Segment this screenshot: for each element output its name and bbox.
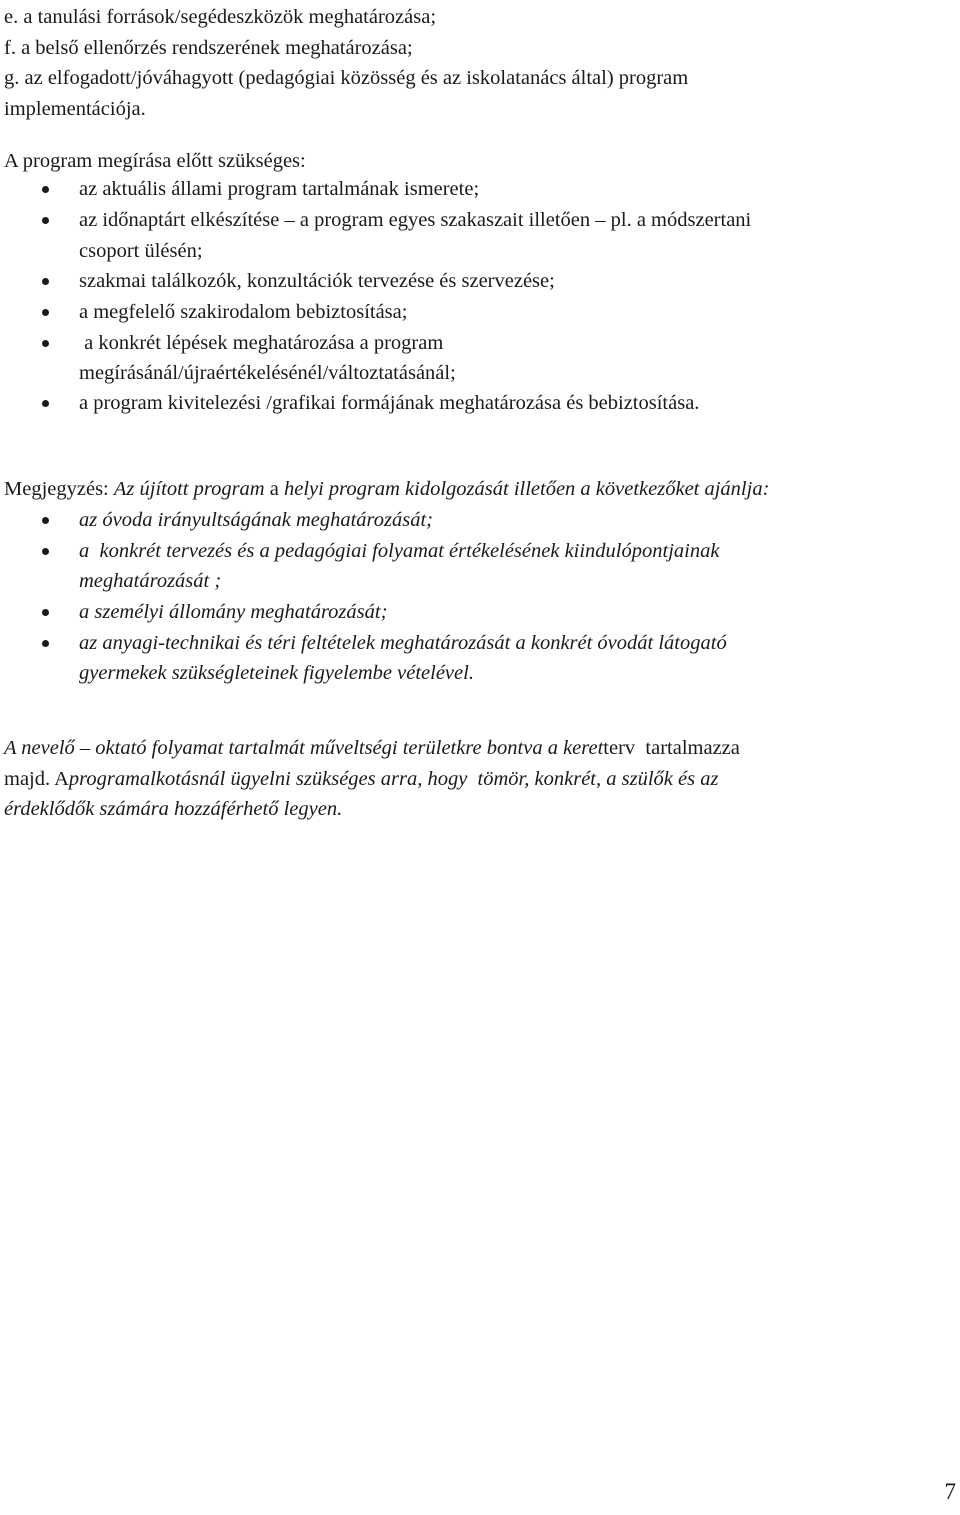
section1-item-1: az aktuális állami program tartalmának ismerete; [79,178,480,200]
section1-heading: A program megírása előtt szükséges: [4,150,306,172]
closing-line-2-italic: programalkotásnál ügyelni szükséges arra, hogy tömör, konkrét, a szülők és az [68,768,719,790]
bullet-icon [42,186,49,193]
section1-item-5-continuation: megírásánál/újraértékelésénél/változtatásánál; [79,362,456,384]
bullet-icon [42,609,49,616]
bullet-icon [42,309,49,316]
section1-item-2: az időnaptárt elkészítése – a program egyes szakaszait illetően – pl. a módszertani [79,209,752,231]
section2-heading-normal-2: a [269,478,284,500]
section1-item-3: szakmai találkozók, konzultációk tervezése és szervezése; [79,270,555,292]
bullet-icon [42,340,49,347]
intro-item-e: e. a tanulási források/segédeszközök meghatározása; [4,6,437,28]
section2-heading [4,474,769,505]
closing-line-1-normal: terv tartalmazza [603,737,740,759]
section1-item-2-continuation: csoport ülésén; [79,240,203,262]
closing-line-3: érdeklődők számára hozzáférhető legyen. [4,798,343,820]
section1-item-4: a megfelelő szakirodalom bebiztosítása; [79,301,408,323]
closing-line-1 [4,733,740,764]
section1-item-6: a program kivitelezési /grafikai formájának meghatározása és bebiztosítása. [79,392,700,414]
section2-heading-italic-2: helyi program kidolgozását illetően a következőket ajánlja: [283,478,770,500]
bullet-icon [42,640,49,647]
bullet-icon [42,400,49,407]
section2-item-1: az óvoda irányultságának meghatározását; [79,509,433,531]
section2-item-4-continuation: gyermekek szükségleteinek figyelembe vételével. [79,662,474,684]
section2-item-3: a személyi állomány meghatározását; [79,601,388,623]
closing-line-2-normal: majd. A [4,768,69,790]
bullet-icon [42,517,49,524]
bullet-icon [42,278,49,285]
bullet-icon [42,217,49,224]
section1-item-5: a konkrét lépések meghatározása a program [79,332,444,354]
bullet-icon [42,548,49,555]
section2-heading-italic-1: Az újított program [113,478,270,500]
section2-item-2: a konkrét tervezés és a pedagógiai folyamat értékelésének kiindulópontjainak [79,540,720,562]
section2-item-2-continuation: meghatározását ; [79,570,222,592]
intro-item-f: f. a belső ellenőrzés rendszerének meghatározása; [4,37,413,59]
section2-heading-label: Megjegyzés: [4,478,114,500]
section2-item-4: az anyagi-technikai és téri feltételek meghatározását a konkrét óvodát látogató [79,632,727,654]
page-number: 7 [944,1479,956,1504]
intro-item-g-continuation: implementációja. [4,98,146,120]
closing-line-1-italic: A nevelő – oktató folyamat tartalmát műveltségi területkre bontva a keret [4,737,604,759]
closing-line-2 [4,764,718,795]
intro-item-g: g. az elfogadott/jóváhagyott (pedagógiai közösség és az iskolatanács által) program [4,67,689,89]
